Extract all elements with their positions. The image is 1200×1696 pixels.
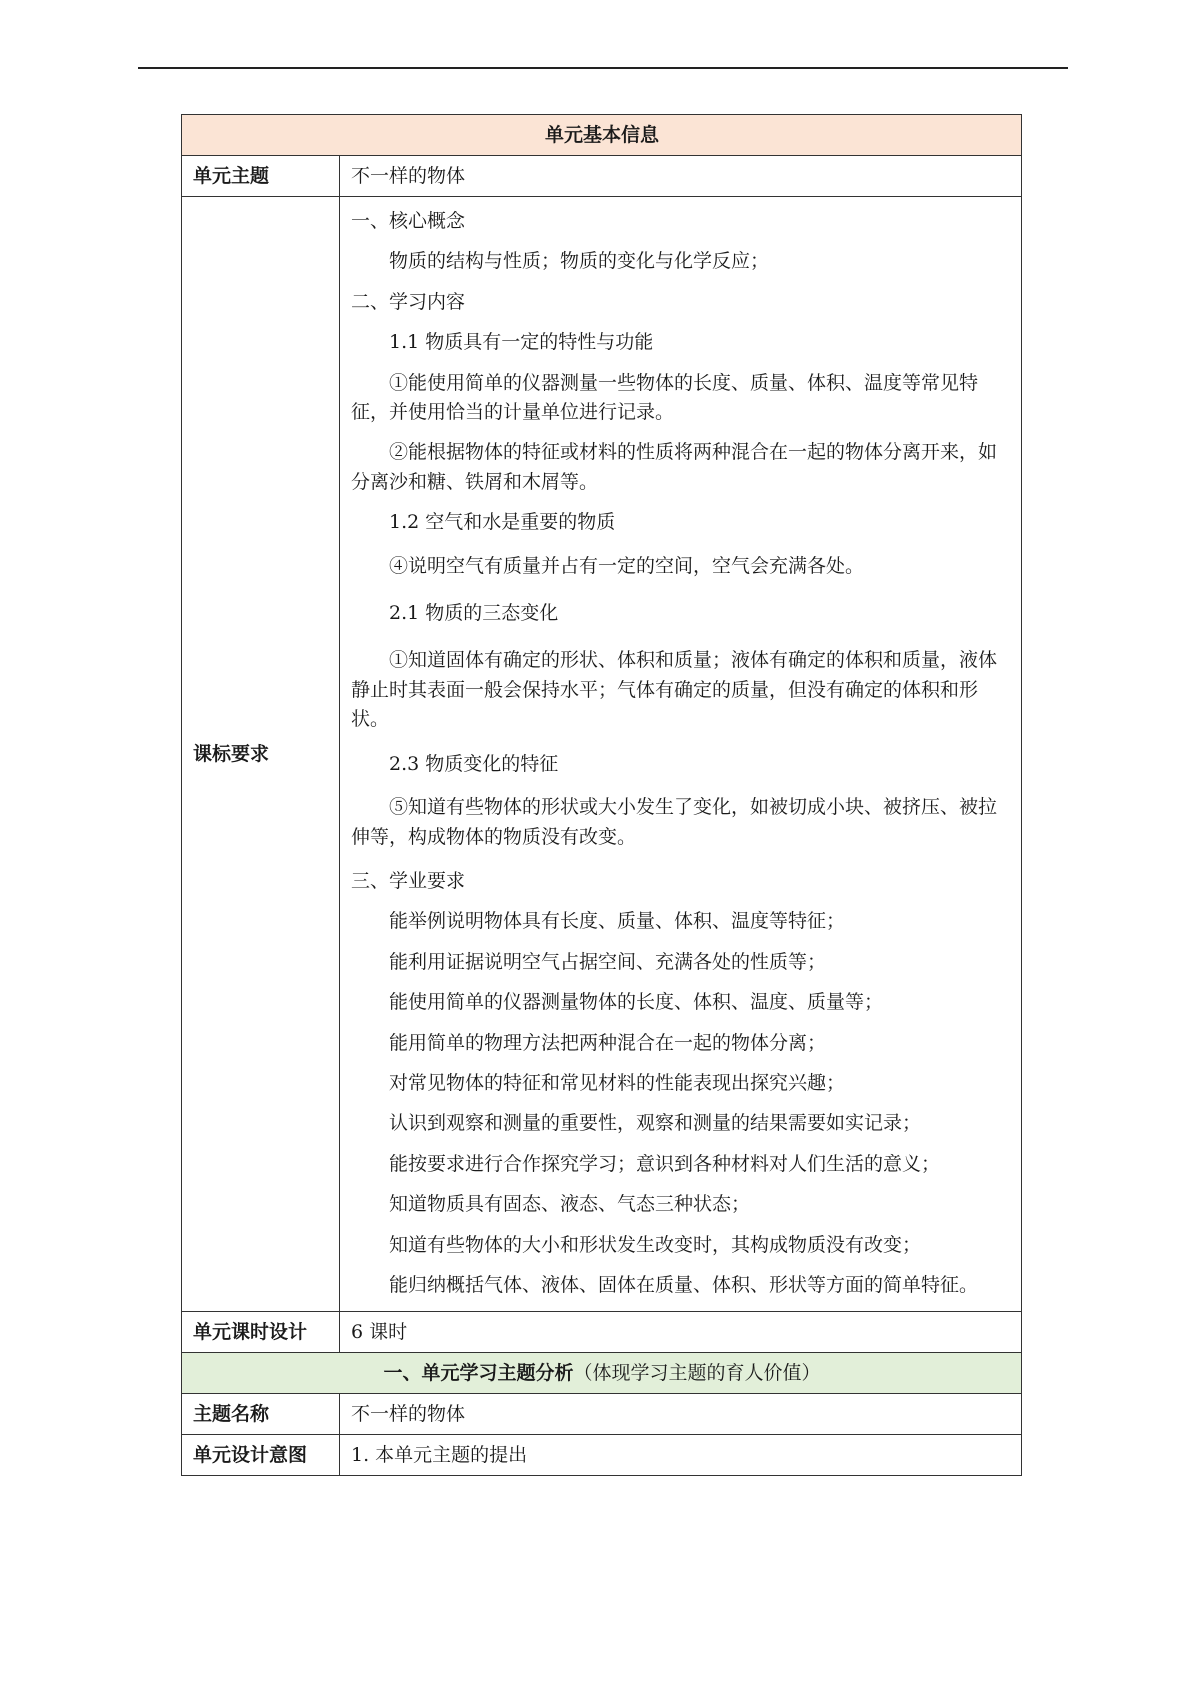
standard-line: 能利用证据说明空气占据空间、充满各处的性质等；	[389, 950, 827, 973]
standard-line: 认识到观察和测量的重要性，观察和测量的结果需要如实记录；	[389, 1112, 922, 1135]
theme-name-value: 不一样的物体	[340, 1394, 1022, 1435]
section-header-row	[182, 1353, 1022, 1394]
standard-line: 2.3 物质变化的特征	[389, 752, 559, 775]
standard-line: 能归纳概括气体、液体、固体在质量、体积、形状等方面的简单特征。	[389, 1273, 979, 1296]
standard-line: ⑤知道有些物体的形状或大小发生了变化，如被切成小块、被挤压、被拉伸等，构成物体的物质没有改变。	[351, 796, 998, 848]
standard-line: 知道有些物体的大小和形状发生改变时，其构成物质没有改变；	[389, 1233, 922, 1256]
standard-line: 1.1 物质具有一定的特性与功能	[389, 331, 654, 354]
standard-line: ②能根据物体的特征或材料的性质将两种混合在一起的物体分离开来，如分离沙和糖、铁屑和木屑等。	[351, 441, 998, 493]
analysis-header-note: （体现学习主题的育人价值）	[573, 1362, 821, 1385]
table-row	[182, 1394, 1022, 1435]
standard-line: 物质的结构与性质；物质的变化与化学反应；	[389, 250, 770, 273]
analysis-header	[182, 1353, 1022, 1394]
standard-line: 1.2 空气和水是重要的物质	[389, 511, 616, 534]
theme-name-label: 主题名称	[182, 1394, 340, 1435]
table-row	[182, 156, 1022, 197]
standard-line: 对常见物体的特征和常见材料的性能表现出探究兴趣；	[389, 1071, 846, 1094]
standard-line: 二、学习内容	[351, 290, 466, 313]
standard-line: 能按要求进行合作探究学习；意识到各种材料对人们生活的意义；	[389, 1152, 941, 1175]
hours-label: 单元课时设计	[182, 1312, 340, 1353]
analysis-header-main: 一、单元学习主题分析	[383, 1362, 574, 1385]
table-row	[182, 1435, 1022, 1476]
standard-content	[340, 197, 1022, 1312]
standard-line: 三、学业要求	[351, 869, 466, 892]
standard-line: ④说明空气有质量并占有一定的空间，空气会充满各处。	[389, 554, 865, 577]
design-intent-value: 1. 本单元主题的提出	[340, 1435, 1022, 1476]
hours-value: 6 课时	[340, 1312, 1022, 1353]
standard-line: 能举例说明物体具有长度、质量、体积、温度等特征；	[389, 910, 846, 933]
standard-line: ①知道固体有确定的形状、体积和质量；液体有确定的体积和质量，液体静止时其表面一般会保持水平；气体有确定的质量，但没有确定的体积和形状。	[351, 649, 998, 731]
section-header-row	[182, 115, 1022, 156]
table-row	[182, 1312, 1022, 1353]
standard-line: ①能使用简单的仪器测量一些物体的长度、质量、体积、温度等常见特征，并使用恰当的计量单位进行记录。	[351, 371, 979, 424]
standard-line: 2.1 物质的三态变化	[389, 602, 559, 625]
standard-line: 知道物质具有固态、液态、气态三种状态；	[389, 1193, 751, 1216]
design-intent-label: 单元设计意图	[182, 1435, 340, 1476]
unit-info-table	[181, 114, 1022, 1476]
standard-line: 一、核心概念	[351, 210, 466, 232]
standard-line: 能用简单的物理方法把两种混合在一起的物体分离；	[389, 1031, 827, 1054]
theme-label: 单元主题	[182, 156, 340, 197]
header-rule	[138, 67, 1068, 69]
unit-info-header: 单元基本信息	[182, 115, 1022, 156]
standard-label: 课标要求	[182, 197, 340, 1312]
table-row	[182, 197, 1022, 1312]
standard-line: 能使用简单的仪器测量物体的长度、体积、温度、质量等；	[389, 991, 884, 1014]
theme-value: 不一样的物体	[340, 156, 1022, 197]
